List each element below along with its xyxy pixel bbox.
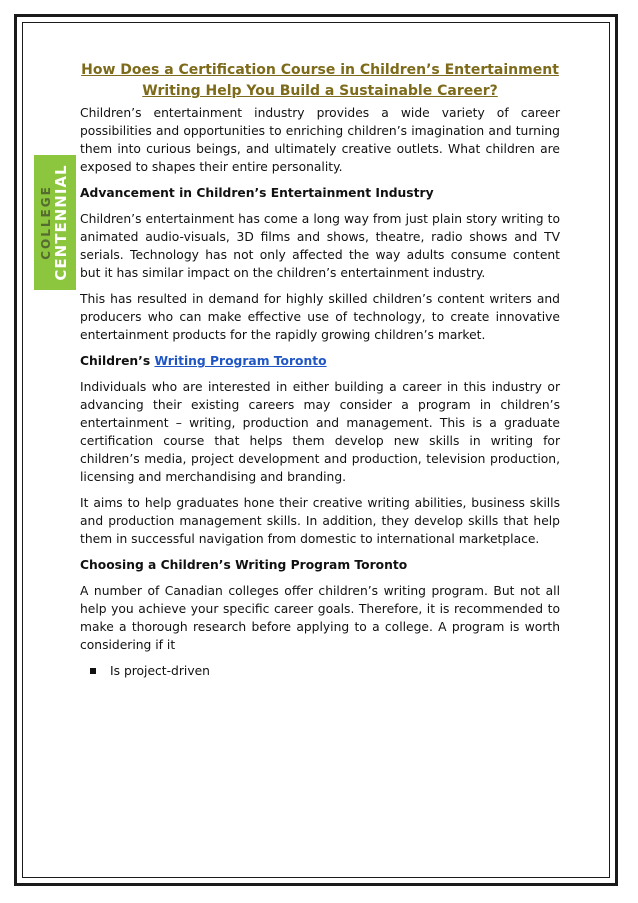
bullet-square-icon	[90, 668, 96, 674]
logo-text	[34, 155, 76, 290]
intro-paragraph: Children’s entertainment industry provides a wide variety of career possibilities and opportunities to enriching children’s imagination and turning them into curious beings, and ultimately creative outlets. What children are exposed to shapes their entire personality.	[80, 106, 560, 174]
list-item	[90, 662, 560, 680]
writing-program-paragraph-1: Individuals who are interested in either building a career in this industry or advancing their existing careers may consider a program in children’s entertainment – writing, production and management. This is a graduate certification course that helps them develop new skills in writing for children’s media, project development and production, television production, licensing and merchandising and branding.	[80, 380, 560, 484]
logo-line-centennial: CENTENNIAL	[52, 164, 70, 281]
centennial-college-logo	[34, 155, 76, 290]
advancement-paragraph-1: Children’s entertainment has come a long way from just plain story writing to animated audio-visuals, 3D films and shows, theatre, radio shows and TV serials. Technology has not only affected the way adults consume content but it has similar impact on the children’s entertainment industry.	[80, 212, 560, 280]
writing-program-toronto-link[interactable]: Writing Program Toronto	[154, 354, 327, 368]
heading-advancement: Advancement in Children’s Entertainment Industry	[80, 186, 434, 200]
document-title: How Does a Certification Course in Children’s Entertainment Writing Help You Build a Sustainable Career?	[81, 62, 559, 99]
heading-writing-program-prefix: Children’s	[80, 354, 155, 368]
logo-line-college: COLLEGE	[39, 185, 53, 260]
heading-choosing-program: Choosing a Children’s Writing Program Toronto	[80, 558, 408, 572]
document-body	[80, 60, 560, 680]
list-item-text: Is project-driven	[110, 664, 210, 678]
choosing-paragraph-1: A number of Canadian colleges offer children’s writing program. But not all help you achieve your specific career goals. Therefore, it is recommended to make a thorough research before applying to a college. A program is worth considering if it	[80, 584, 560, 652]
advancement-paragraph-2: This has resulted in demand for highly skilled children’s content writers and producers who can make effective use of technology, to create innovative entertainment products for the rapidly growing children’s market.	[80, 292, 560, 342]
heading-writing-program	[80, 352, 560, 370]
writing-program-paragraph-2: It aims to help graduates hone their creative writing abilities, business skills and production management skills. In addition, they develop skills that help them in successful navigation from domestic to international marketplace.	[80, 496, 560, 546]
